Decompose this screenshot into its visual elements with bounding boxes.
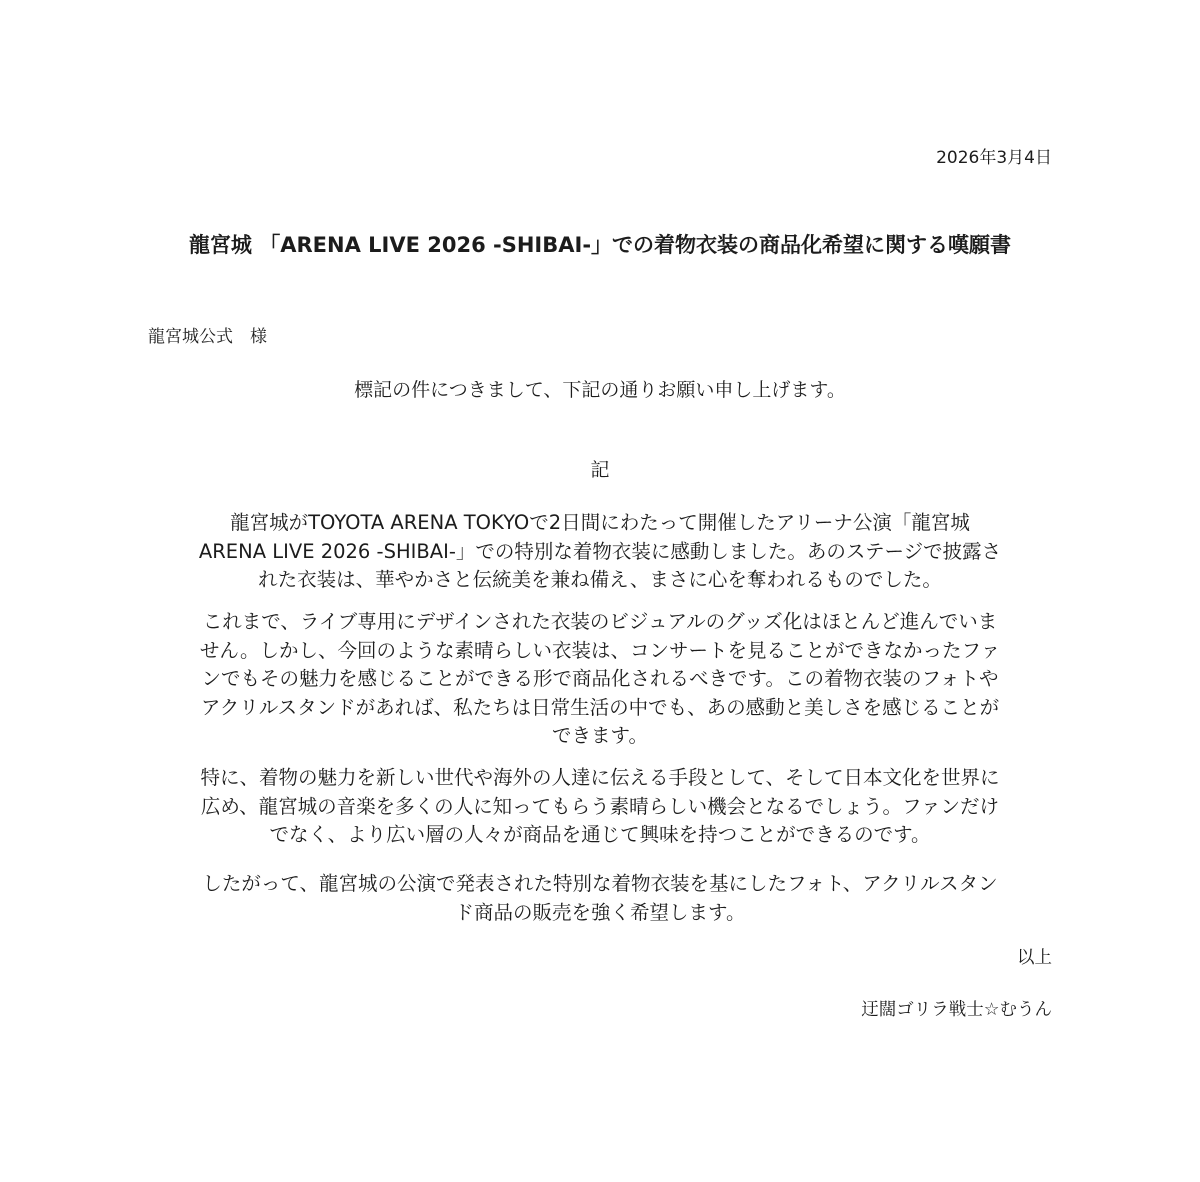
- paragraph-line: したがって、龍宮城の公演で発表された特別な着物衣装を基にしたフォト、アクリルスタン: [202, 872, 998, 895]
- closing-mark: 以上: [1017, 948, 1052, 968]
- paragraph-line: 特に、着物の魅力を新しい世代や海外の人達に伝える手段として、そして日本文化を世界に: [200, 766, 1000, 789]
- paragraph-line: 龍宮城がTOYOTA ARENA TOKYOで2日間にわたって開催したアリーナ公演「龍宮城: [230, 511, 970, 534]
- addressee: 龍宮城公式 様: [148, 327, 267, 347]
- ki-heading: 記: [590, 459, 610, 481]
- signature: 迂闊ゴリラ戦士☆むうん: [861, 1000, 1052, 1020]
- paragraph-4: [140, 870, 1060, 927]
- paragraph-line: せん。しかし、今回のような素晴らしい衣装は、コンサートを見ることができなかったファ: [199, 638, 1001, 662]
- paragraph-line: ARENA LIVE 2026 -SHIBAI-」での特別な着物衣装に感動しました。あのステージで披露さ: [198, 539, 1002, 563]
- paragraph-line: ド商品の販売を強く希望します。: [454, 900, 746, 924]
- paragraph-3: [140, 764, 1060, 850]
- paragraph-line: でなく、より広い層の人々が商品を通じて興味を持つことができるのです。: [269, 823, 931, 846]
- paragraph-line: ンでもその魅力を感じることができる形で商品化されるべきです。この着物衣装のフォトや: [201, 667, 999, 690]
- document-title: 龍宮城 「ARENA LIVE 2026 -SHIBAI-」での着物衣装の商品化希望に関する嘆願書: [188, 233, 1012, 257]
- document-date: 2026年3月4日: [936, 148, 1052, 168]
- paragraph-1: [140, 509, 1060, 595]
- paragraph-2: [140, 608, 1060, 751]
- paragraph-line: れた衣装は、華やかさと伝統美を兼ね備え、まさに心を奪われるものでした。: [258, 568, 942, 591]
- paragraph-line: 広め、龍宮城の音楽を多くの人に知ってもらう素晴らしい機会となるでしょう。ファンだけ: [200, 794, 1000, 818]
- paragraph-line: アクリルスタンドがあれば、私たちは日常生活の中でも、あの感動と美しさを感じることが: [200, 695, 1000, 719]
- intro-sentence: 標記の件につきまして、下記の通りお願い申し上げます。: [354, 379, 846, 401]
- paragraph-line: できます。: [552, 724, 648, 747]
- paragraph-line: これまで、ライブ専用にデザインされた衣装のビジュアルのグッズ化はほとんど進んでいま: [202, 610, 998, 633]
